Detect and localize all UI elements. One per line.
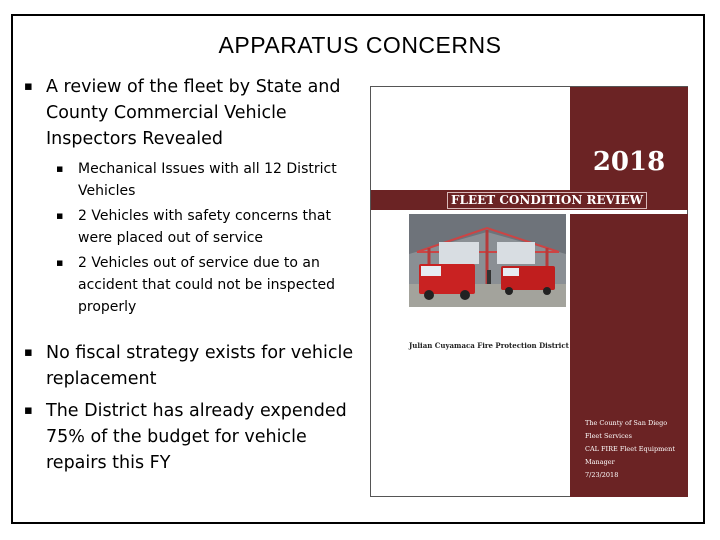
bullet-marker: ▪: [24, 345, 33, 360]
slide-title: APPARATUS CONCERNS: [218, 32, 502, 58]
cover-footer-line: 7/23/2018: [585, 471, 619, 479]
sub-bullet-item: [56, 205, 364, 249]
cover-banner: [371, 190, 688, 210]
bullet-text: No fiscal strategy exists for vehicle replacement: [46, 343, 354, 389]
bullet-list: [24, 74, 364, 476]
fire-station-photo: [409, 214, 566, 307]
bullet-item: [24, 340, 364, 392]
cover-district: Julian Cuyamaca Fire Protection District: [409, 341, 569, 350]
sub-bullet-list: [24, 158, 364, 318]
sub-bullet-text: 2 Vehicles with safety concerns that were placed out of service: [78, 208, 331, 246]
sub-bullet-text: Mechanical Issues with all 12 District Vehicles: [78, 161, 337, 199]
cover-footer: [585, 417, 685, 482]
bullet-item: [24, 398, 364, 476]
sub-bullet-item: [56, 158, 364, 202]
cover-footer-line: Fleet Services: [585, 432, 632, 440]
bullet-marker: ▪: [56, 256, 64, 269]
sub-bullet-item: [56, 252, 364, 318]
bullet-text: A review of the fleet by State and County Commercial Vehicle Inspectors Revealed: [46, 77, 341, 149]
sub-bullet-text: 2 Vehicles out of service due to an accident that could not be inspected properly: [78, 255, 335, 315]
cover-footer-line: CAL FIRE Fleet Equipment: [585, 445, 675, 453]
bullet-marker: ▪: [24, 403, 33, 418]
report-cover-image: [370, 86, 688, 497]
bullet-text: The District has already expended 75% of the budget for vehicle repairs this FY: [46, 401, 347, 473]
cover-banner-text: FLEET CONDITION REVIEW: [447, 192, 647, 209]
bullet-item: [24, 74, 364, 152]
cover-footer-line: The County of San Diego: [585, 419, 668, 427]
bullet-marker: ▪: [56, 162, 64, 175]
cover-footer-line: Manager: [585, 458, 615, 466]
bullet-marker: ▪: [56, 209, 64, 222]
cover-year: 2018: [592, 147, 666, 177]
bullet-marker: ▪: [24, 79, 33, 94]
